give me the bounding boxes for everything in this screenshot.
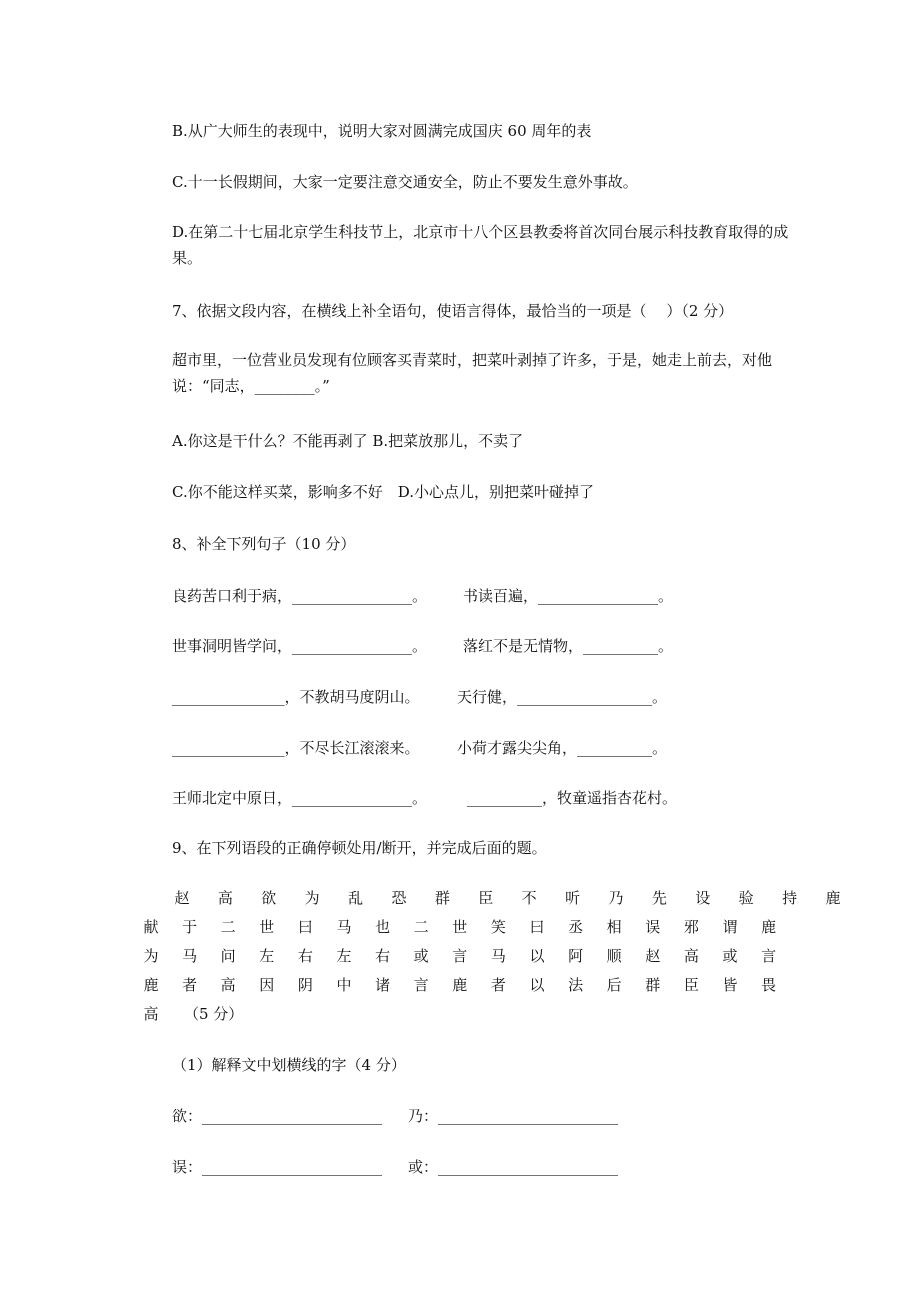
q9-passage-char: 因 <box>259 976 275 994</box>
q8-row2-right: 落红不是无情物，__________。 <box>463 637 674 655</box>
q9-passage-char: 者 <box>182 976 198 994</box>
q7-stem: 7、依据文段内容，在横线上补全语句，使语言得体，最恰当的一项是（ ）（2 分） <box>172 302 734 320</box>
q9-stem: 9、在下列语段的正确停顿处用/断开，并完成后面的题。 <box>172 839 547 857</box>
q9-passage-char: 左 <box>336 947 352 965</box>
q9-passage-char: 设 <box>695 889 711 907</box>
q9-passage-char: 乃 <box>608 889 624 907</box>
q8-row3-left: _______________，不教胡马度阴山。 <box>172 688 420 706</box>
q9-passage-char: 世 <box>452 918 468 936</box>
q9-passage-char: 鹿 <box>143 976 159 994</box>
q9-passage-char: 以 <box>529 976 545 994</box>
q9-passage-char: 高 <box>143 1005 159 1023</box>
q9-passage-char: 畏 <box>761 976 777 994</box>
q9-passage-char: 诸 <box>375 976 391 994</box>
q9-passage-char: 言 <box>452 947 468 965</box>
q9-passage-char: 马 <box>490 947 506 965</box>
q9-passage-char: 群 <box>645 976 661 994</box>
q9-passage-char: 为 <box>304 889 320 907</box>
q7-options-ab: A.你这是干什么？不能再剥了 B.把菜放那儿，不卖了 <box>172 432 524 450</box>
q8-row5-left: 王师北定中原日，________________。 <box>172 789 428 807</box>
q9-passage-char: 先 <box>651 889 667 907</box>
q9-passage-char: 顺 <box>606 947 622 965</box>
q9-passage-char: 鹿 <box>825 889 841 907</box>
q9-field-wu: 误：________________________ <box>172 1158 383 1176</box>
q9-passage-char: 二 <box>220 918 236 936</box>
q6-option-d: D.在第二十七届北京学生科技节上，北京市十八个区县教委将首次同台展示科技教育取得的成果。 <box>172 223 789 267</box>
q9-passage-char: 中 <box>336 976 352 994</box>
q9-passage-char: 法 <box>568 976 584 994</box>
q9-passage-char: 马 <box>182 947 198 965</box>
q9-passage-char: 持 <box>782 889 798 907</box>
q9-passage-char: 高 <box>683 947 699 965</box>
q9-passage-char: 赵 <box>645 947 661 965</box>
q9-passage-row <box>0 946 920 966</box>
q9-passage-char: 恐 <box>391 889 407 907</box>
q8-row1-right: 书读百遍，________________。 <box>463 587 674 605</box>
q7-options-cd: C.你不能这样买菜，影响多不好 D.小心点儿，别把菜叶碰掉了 <box>172 483 594 501</box>
q9-passage-char: 不 <box>521 889 537 907</box>
q9-passage-char: 以 <box>529 947 545 965</box>
q9-passage-char: 马 <box>336 918 352 936</box>
q9-passage-row <box>0 917 920 937</box>
q9-passage-char: 曰 <box>297 918 313 936</box>
q9-passage-char: 鹿 <box>761 918 777 936</box>
q9-passage-char: 欲 <box>261 889 277 907</box>
q9-passage-char: 左 <box>259 947 275 965</box>
q9-passage-row <box>0 888 920 908</box>
q8-row3-right: 天行健，__________________。 <box>457 688 668 706</box>
q9-passage-char: 阴 <box>297 976 313 994</box>
q9-passage-char: 右 <box>297 947 313 965</box>
q8-row1-left: 良药苦口利于病，________________。 <box>172 587 428 605</box>
q9-passage-char: 臣 <box>683 976 699 994</box>
q9-passage-char: 丞 <box>568 918 584 936</box>
q9-passage-char: 阿 <box>568 947 584 965</box>
q8-row4-left: _______________，不尽长江滚滚来。 <box>172 739 420 757</box>
q9-passage-char: 献 <box>143 918 159 936</box>
q9-passage-char: 者 <box>490 976 506 994</box>
q9-passage-char: 或 <box>722 947 738 965</box>
q9-sub1: （1）解释文中划横线的字（4 分） <box>172 1056 406 1074</box>
q9-passage-char: 笑 <box>490 918 506 936</box>
q9-passage-char: 为 <box>143 947 159 965</box>
q8-row5-right: __________，牧童遥指杏花村。 <box>467 789 678 807</box>
q8-row2-left: 世事洞明皆学问，________________。 <box>172 637 428 655</box>
q9-passage-char: 右 <box>375 947 391 965</box>
q9-passage-char: 于 <box>182 918 198 936</box>
q9-passage-row-last <box>0 1004 920 1024</box>
q9-passage-char: 也 <box>375 918 391 936</box>
q9-field-huo: 或：________________________ <box>408 1158 619 1176</box>
q9-passage-char: 言 <box>413 976 429 994</box>
q9-passage-char: 乱 <box>348 889 364 907</box>
q9-passage-char: 或 <box>413 947 429 965</box>
q9-passage-char: 鹿 <box>452 976 468 994</box>
q9-passage-char: 群 <box>434 889 450 907</box>
q6-option-c: C.十一长假期间，大家一定要注意交通安全，防止不要发生意外事故。 <box>172 173 638 191</box>
q9-passage-char: 问 <box>220 947 236 965</box>
q9-passage-char: 臣 <box>478 889 494 907</box>
q9-passage-char: 言 <box>761 947 777 965</box>
q9-passage-char: 相 <box>606 918 622 936</box>
q9-passage-char: 皆 <box>722 976 738 994</box>
q8-stem: 8、补全下列句子（10 分） <box>172 535 356 553</box>
q9-passage-char: 邪 <box>683 918 699 936</box>
q9-passage-char: 谓 <box>722 918 738 936</box>
q9-passage-char: 高 <box>217 889 233 907</box>
q9-passage-char: 赵 <box>174 889 190 907</box>
q9-passage-char: 世 <box>259 918 275 936</box>
q9-passage-row <box>0 975 920 995</box>
q9-field-yu: 欲：________________________ <box>172 1107 383 1125</box>
q9-passage-char: 后 <box>606 976 622 994</box>
q6-option-b: B.从广大师生的表现中，说明大家对圆满完成国庆 60 周年的表 <box>172 122 592 140</box>
q8-row4-right: 小荷才露尖尖角，__________。 <box>457 739 668 757</box>
q9-field-nai: 乃：________________________ <box>408 1107 619 1125</box>
q9-passage-char: 听 <box>565 889 581 907</box>
q9-passage-char: 高 <box>220 976 236 994</box>
q9-passage-char: 验 <box>738 889 754 907</box>
q9-passage-score: （5 分） <box>184 1005 244 1023</box>
q9-passage-char: 误 <box>645 918 661 936</box>
q7-passage: 超市里，一位营业员发现有位顾客买青菜时，把菜叶剥掉了许多，于是，她走上前去，对他说：“同志，________。” <box>172 351 773 395</box>
q9-passage-char: 二 <box>413 918 429 936</box>
q9-passage-char: 曰 <box>529 918 545 936</box>
